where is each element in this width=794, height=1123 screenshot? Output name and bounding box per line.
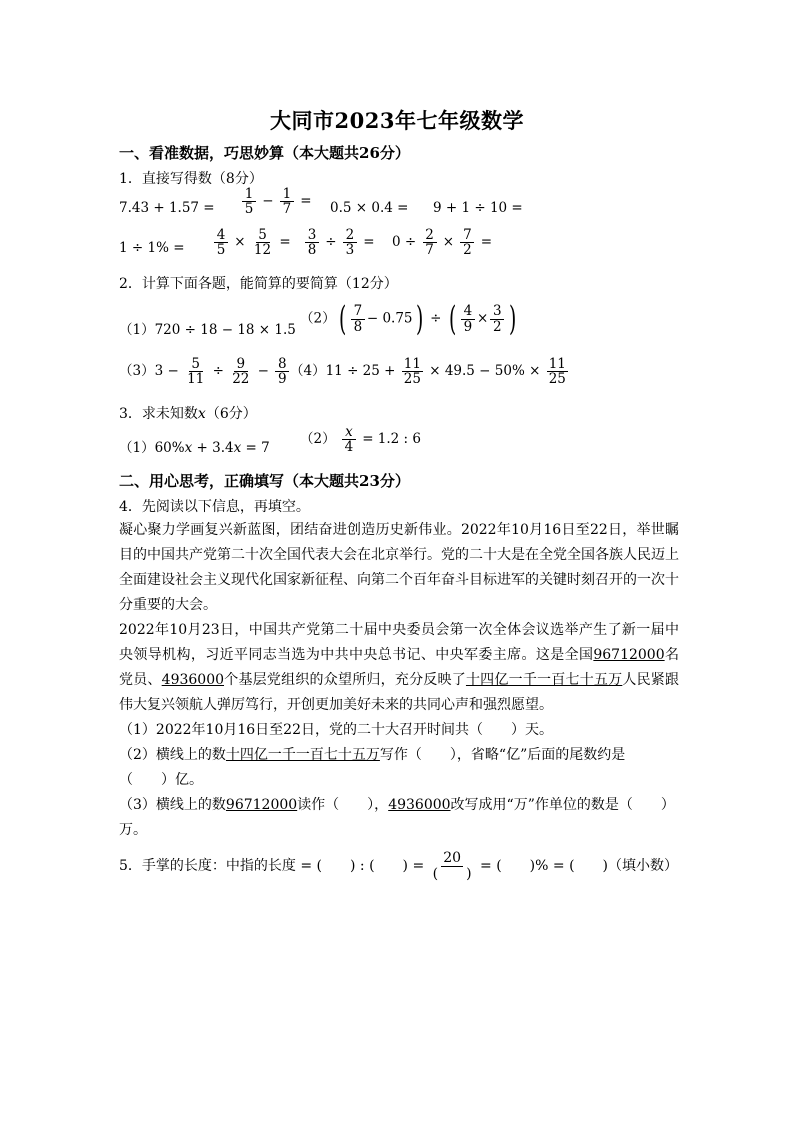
q4-paragraph-1: 凝心聚力学画复兴新蓝图，团结奋进创造历史新伟业。2022年10月16日至22日，举世瞩目的中国共产党第二十次全国代表大会在北京举行。党的二十大是在全党全国各族人民迈上全面建设社会主义现代化国家新征程、向第二个百年奋斗目标进军的关键时刻召开的一次十分重要的大会。	[119, 522, 679, 613]
q4-subquestion-3: （3）横线上的数96712000读作（ ），4936000改写成用“万”作单位的数是（ ） 万。	[119, 797, 675, 838]
q1-expr-g: $\frac{3}{8}$ ÷ $\frac{2}{3}$ =	[303, 228, 375, 257]
q1-expr-a: 7.43 + 1.57 =	[119, 200, 215, 216]
q1-expr-b: $\frac{1}{5}$ − $\frac{1}{7}$ =	[240, 187, 312, 216]
q2-part-1: （1）720 ÷ 18 − 18 × 1.5	[119, 322, 296, 338]
page-title: 大同市2023年七年级数学	[270, 108, 524, 133]
q2-part-3: （3）3 − $\frac{5}{11}$ ÷ $\frac{9}{22}$ − $\frac{8}{9}$	[119, 357, 291, 386]
q4-subquestion-2: （2）横线上的数十四亿一千一百七十五万写作（ ），省略“亿”后面的尾数约是 （ ）亿。	[119, 747, 626, 788]
q1-expr-e: 1 ÷ 1% =	[119, 240, 185, 256]
question-2-heading: 2．计算下面各题，能简算的要简算（12分）	[119, 276, 398, 292]
question-1-heading: 1．直接写得数（8分）	[119, 171, 263, 187]
question-5: 5．手掌的长度：中指的长度 = ( ) : ( ) = $\frac{20}{( )}$ = ( )% = ( )（填小数）	[119, 850, 678, 882]
q1-expr-d: 9 + 1 ÷ 10 =	[433, 200, 523, 216]
q1-expr-h: 0 ÷ $\frac{2}{7}$ × $\frac{7}{2}$ =	[392, 227, 493, 259]
q2-part-2: （2）( $\frac{7}{8}$ − 0.75) ÷ ( $\frac{4}{9}$ × $\frac{3}{2}$ )	[300, 299, 517, 339]
section-heading-2: 二、用心思考，正确填写（本大题共23分）	[119, 472, 410, 490]
question-3-heading: 3．求未知数x（6分）	[119, 406, 257, 422]
question-4-heading: 4．先阅读以下信息，再填空。	[119, 499, 310, 515]
q3-equation-2: （2） $\frac{x}{4}$ = 1.2 : 6	[300, 424, 421, 456]
q2-part-4: （4）11 ÷ 25 + $\frac{11}{25}$ × 49.5 − 50% × $\frac{11}{25}$	[290, 356, 566, 388]
q3-equation-1: （1）60%x + 3.4x = 7	[119, 440, 270, 456]
q1-expr-c: 0.5 × 0.4 =	[330, 200, 409, 216]
q4-subquestion-1: （1）2022年10月16日至22日，党的二十大召开时间共（ ）天。	[119, 722, 553, 738]
q1-expr-f: $\frac{4}{5}$ × $\frac{5}{12}$ =	[212, 228, 291, 257]
q4-paragraph-2: 2022年10月23日，中国共产党第二十届中央委员会第一次全体会议选举产生了新一届中央领导机构，习近平同志当选为中共中央总书记、中央军委主席。这是全国96712000名党员、4936000个基层党组织的众望所归，充分反映了十四亿一千一百七十五万人民紧跟伟大复兴领航人弹厉笃行，开创更加美好未来的共同心声和强烈愿望。	[119, 622, 680, 713]
section-heading-1: 一、看准数据，巧思妙算（本大题共26分）	[119, 144, 410, 162]
